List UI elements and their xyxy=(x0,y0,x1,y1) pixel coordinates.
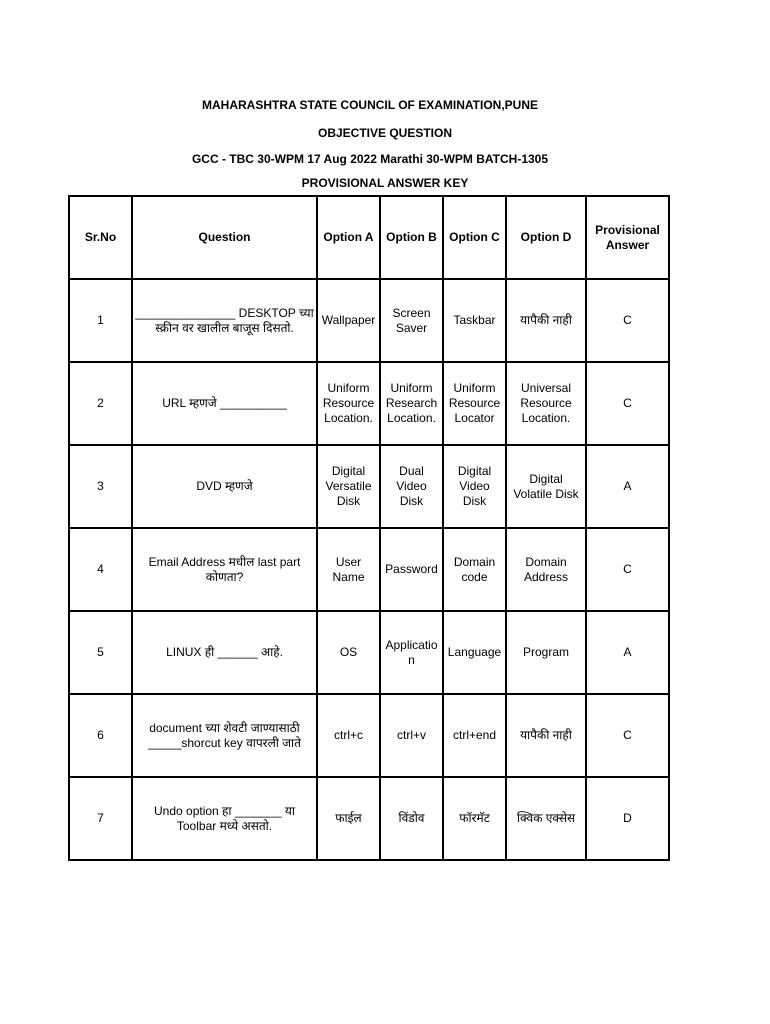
cell-option-b: Dual Video Disk xyxy=(380,445,443,528)
cell-srno: 5 xyxy=(69,611,132,694)
table-row xyxy=(69,279,669,362)
cell-option-d: Universal Resource Location. xyxy=(506,362,586,445)
column-header-srno: Sr.No xyxy=(69,196,132,279)
cell-option-b: Applicatio n xyxy=(380,611,443,694)
table-row xyxy=(69,777,669,860)
cell-option-b: Password xyxy=(380,528,443,611)
cell-answer: D xyxy=(586,777,669,860)
cell-option-a: Wallpaper xyxy=(317,279,380,362)
column-header-option-a: Option A xyxy=(317,196,380,279)
cell-question: document च्या शेवटी जाण्यासाठी _____shorcut key वापरली जाते xyxy=(132,694,317,777)
cell-option-b: विंडोव xyxy=(380,777,443,860)
cell-answer: A xyxy=(586,445,669,528)
council-title: MAHARASHTRA STATE COUNCIL OF EXAMINATION,PUNE xyxy=(202,98,538,112)
cell-answer: A xyxy=(586,611,669,694)
cell-answer: C xyxy=(586,694,669,777)
cell-option-c: Taskbar xyxy=(443,279,506,362)
cell-option-c: Digital Video Disk xyxy=(443,445,506,528)
column-header-option-c: Option C xyxy=(443,196,506,279)
cell-srno: 1 xyxy=(69,279,132,362)
cell-question: DVD म्हणजे xyxy=(132,445,317,528)
cell-srno: 3 xyxy=(69,445,132,528)
cell-option-a: Uniform Resource Location. xyxy=(317,362,380,445)
cell-option-b: Uniform Research Location. xyxy=(380,362,443,445)
answer-key-table xyxy=(68,195,670,861)
column-header-option-d: Option D xyxy=(506,196,586,279)
cell-option-d: क्विक एक्सेस xyxy=(506,777,586,860)
table-row xyxy=(69,694,669,777)
table-header-row xyxy=(69,196,669,279)
cell-question: _______________ DESKTOP च्या स्क्रीन वर खालील बाजूस दिसतो. xyxy=(132,279,317,362)
cell-option-a: OS xyxy=(317,611,380,694)
column-header-answer: Provisional Answer xyxy=(586,196,669,279)
cell-option-c: Domain code xyxy=(443,528,506,611)
cell-srno: 4 xyxy=(69,528,132,611)
table-row xyxy=(69,445,669,528)
table-row xyxy=(69,611,669,694)
cell-option-d: यापैकी नाही xyxy=(506,694,586,777)
cell-question: Email Address मधील last part कोणता? xyxy=(132,528,317,611)
cell-option-d: Program xyxy=(506,611,586,694)
answer-key-title: PROVISIONAL ANSWER KEY xyxy=(301,176,469,190)
cell-answer: C xyxy=(586,279,669,362)
cell-option-c: ctrl+end xyxy=(443,694,506,777)
exam-type: OBJECTIVE QUESTION xyxy=(317,126,453,140)
cell-answer: C xyxy=(586,362,669,445)
cell-option-d: Digital Volatile Disk xyxy=(506,445,586,528)
cell-option-d: यापैकी नाही xyxy=(506,279,586,362)
column-header-question: Question xyxy=(132,196,317,279)
cell-answer: C xyxy=(586,528,669,611)
column-header-option-b: Option B xyxy=(380,196,443,279)
cell-srno: 6 xyxy=(69,694,132,777)
cell-option-d: Domain Address xyxy=(506,528,586,611)
cell-option-c: फॉरमॅट xyxy=(443,777,506,860)
cell-option-c: Uniform Resource Locator xyxy=(443,362,506,445)
cell-option-c: Language xyxy=(443,611,506,694)
cell-srno: 2 xyxy=(69,362,132,445)
cell-option-a: ctrl+c xyxy=(317,694,380,777)
table-row xyxy=(69,528,669,611)
cell-option-a: Digital Versatile Disk xyxy=(317,445,380,528)
cell-option-b: Screen Saver xyxy=(380,279,443,362)
cell-option-a: फाईल xyxy=(317,777,380,860)
table-row xyxy=(69,362,669,445)
batch-info: GCC - TBC 30-WPM 17 Aug 2022 Marathi 30-WPM BATCH-1305 xyxy=(191,152,549,166)
cell-question: URL म्हणजे __________ xyxy=(132,362,317,445)
cell-question: LINUX ही ______ आहे. xyxy=(132,611,317,694)
cell-question: Undo option हा _______ या Toolbar मध्ये असतो. xyxy=(132,777,317,860)
cell-srno: 7 xyxy=(69,777,132,860)
cell-option-a: User Name xyxy=(317,528,380,611)
cell-option-b: ctrl+v xyxy=(380,694,443,777)
